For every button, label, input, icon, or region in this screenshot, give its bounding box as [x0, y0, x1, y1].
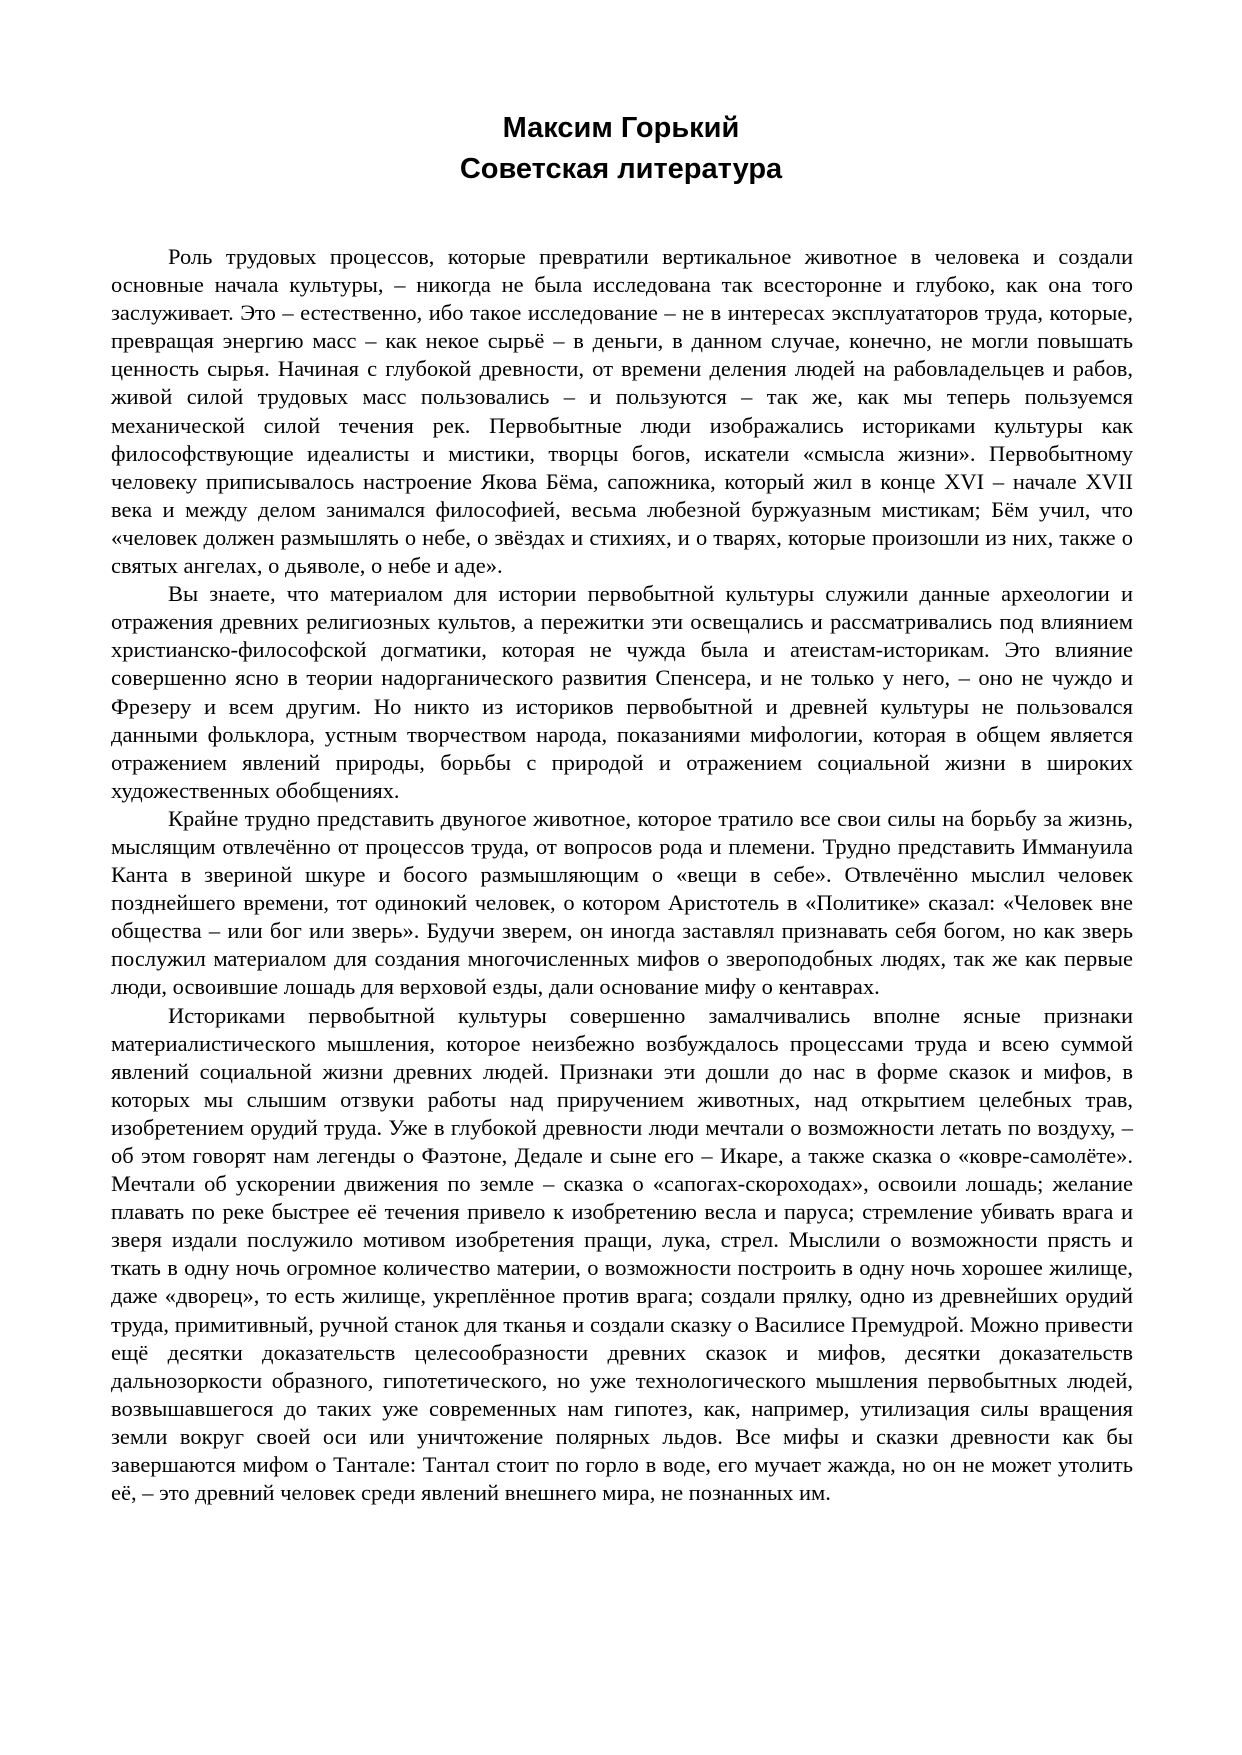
- paragraph-4: Историками первобытной культуры совершенно замалчивались вполне ясные признаки материалистического мышления, которое неизбежно возбуждалось процессами труда и всею суммой явлений социальной жизни древних людей. Признаки эти дошли до нас в форме сказок и мифов, в которых мы слышим отзвуки работы над приручением животных, над открытием целебных трав, изобретением орудий труда. Уже в глубокой древности люди мечтали о возможности летать по воздуху, – об этом говорят нам легенды о Фаэтоне, Дедале и сыне его – Икаре, а также сказка о «ковре-самолёте». Мечтали об ускорении движения по земле – сказка о «сапогах-скороходах», освоили лошадь; желание плавать по реке быстрее её течения привело к изобретению весла и паруса; стремление убивать врага и зверя издали послужило мотивом изобретения пращи, лука, стрел. Мыслили о возможности прясть и ткать в одну ночь огромное количество материи, о возможности построить в одну ночь хорошее жилище, даже «дворец», то есть жилище, укреплённое против врага; создали прялку, одно из древнейших орудий труда, примитивный, ручной станок для тканья и создали сказку о Василисе Премудрой. Можно привести ещё десятки доказательств целесообразности древних сказок и мифов, десятки доказательств дальнозоркости образного, гипотетического, но уже технологического мышления первобытных людей, возвышавшегося до таких уже современных нам гипотез, как, например, утилизация силы вращения земли вокруг своей оси или уничтожение полярных льдов. Все мифы и сказки древности как бы завершаются мифом о Тантале: Тантал стоит по горло в воде, его мучает жажда, но он не может утолить её, – это древний человек среди явлений внешнего мира, не познанных им.: [111, 1002, 1133, 1506]
- author-name: Максим Горький: [502, 112, 740, 144]
- paragraph-1: Роль трудовых процессов, которые превратили вертикальное животное в человека и создали основные начала культуры, – никогда не была исследована так всесторонне и глубоко, как она того заслуживает. Это – естественно, ибо такое исследование – не в интересах эксплуататоров труда, которые, превращая энергию масс – как некое сырьё – в деньги, в данном случае, конечно, не могли повышать ценность сырья. Начиная с глубокой древности, от времени деления людей на рабовладельцев и рабов, живой силой трудовых масс пользовались – и пользуются – так же, как мы теперь пользуемся механической силой течения рек. Первобытные люди изображались историками культуры как философствующие идеалисты и мистики, творцы богов, искатели «смысла жизни». Первобытному человеку приписывалось настроение Якова Бёма, сапожника, который жил в конце XVI – начале XVII века и между делом занимался философией, весьма любезной буржуазным мистикам; Бём учил, что «человек должен размышлять о небе, о звёздах и стихиях, и о тварях, которые произошли из них, также о святых ангелах, о дьяволе, о небе и аде».: [111, 244, 1133, 579]
- document-body: [111, 243, 1133, 1507]
- document-title: Советская литература: [459, 153, 783, 185]
- paragraph-3: Крайне трудно представить двуногое животное, которое тратило все свои силы на борьбу за жизнь, мыслящим отвлечённо от процессов труда, от вопросов рода и племени. Трудно представить Иммануила Канта в звериной шкуре и босого размышляющим о «вещи в себе». Отвлечённо мыслил человек позднейшего времени, тот одинокий человек, о котором Аристотель в «Политике» сказал: «Человек вне общества – или бог или зверь». Будучи зверем, он иногда заставлял признавать себя богом, но как зверь послужил материалом для создания многочисленных мифов о звероподобных людях, так же как первые люди, освоившие лошадь для верховой езды, дали основание мифу о кентаврах.: [111, 805, 1133, 1000]
- document-header: [0, 108, 1242, 190]
- paragraph-2: Вы знаете, что материалом для истории первобытной культуры служили данные археологии и отражения древних религиозных культов, а пережитки эти освещались и рассматривались под влиянием христианско-философской догматики, которая не чужда была и атеистам-историкам. Это влияние совершенно ясно в теории надорганического развития Спенсера, и не только у него, – оно не чуждо и Фрезеру и всем другим. Но никто из историков первобытной и древней культуры не пользовался данными фольклора, устным творчеством народа, показаниями мифологии, которая в общем является отражением явлений природы, борьбы с природой и отражением социальной жизни в широких художественных обобщениях.: [111, 581, 1133, 803]
